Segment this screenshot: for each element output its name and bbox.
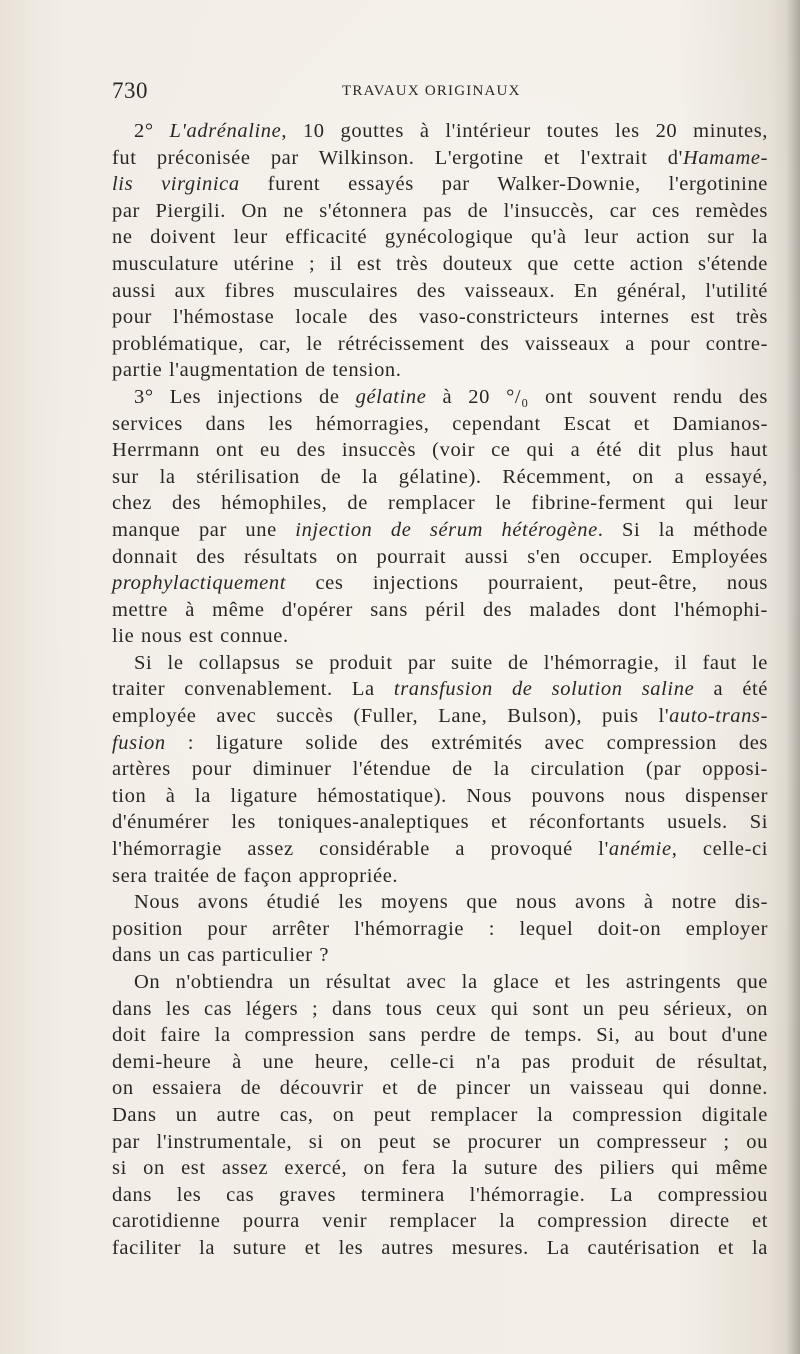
text-run: 2°: [134, 120, 170, 142]
text-line: [112, 357, 768, 384]
text-run: dans un cas particulier ?: [112, 944, 330, 967]
text-run: musculature utérine ; il est très douteux que cette action s'étende: [112, 252, 768, 275]
text-run: carotidienne pourra venir remplacer la compression directe et: [112, 1210, 768, 1233]
text-run: à 20 °/₀ ont souvent rendu des: [426, 385, 768, 408]
text-run: On n'obtiendra un résultat avec la glace et les astringents que: [134, 971, 768, 993]
text-line: [112, 809, 768, 836]
text-run: tion à la ligature hémostatique). Nous pouvons nous dispenser: [112, 784, 768, 807]
page-header: [112, 78, 762, 112]
text-run: faciliter la suture et les autres mesures. La cautérisation et la: [112, 1236, 768, 1259]
text-run: a été: [694, 678, 769, 701]
text-run: : ligature solide des extrémités avec compression des: [165, 731, 768, 754]
text-line: [112, 198, 768, 225]
text-run: Herrmann ont eu des insuccès (voir ce qui a été dit plus haut: [112, 439, 768, 462]
text-run: , 10 gouttes à l'intérieur toutes les 20 minutes,: [281, 120, 768, 142]
text-line: [112, 1208, 768, 1235]
text-run: pour l'hémostase locale des vaso-constricteurs internes est très: [112, 306, 768, 329]
text-line: [112, 623, 768, 650]
text-run: services dans les hémorragies, cependant Escat et Damianos-: [112, 412, 768, 435]
text-run: employée avec succès (Fuller, Lane, Bulson), puis l': [112, 705, 670, 728]
text-line: [112, 517, 768, 544]
text-line: [112, 437, 768, 464]
italic-text: Hamame-: [682, 146, 768, 169]
italic-text: anémie: [608, 838, 672, 861]
text-run: donnait des résultats on pourrait aussi s'en occuper. Employées: [112, 545, 768, 568]
italic-text: L'adrénaline: [169, 120, 282, 142]
text-run: d'énumérer les toniques-analeptiques et réconfortants usuels. Si: [112, 811, 768, 834]
text-line: [112, 703, 768, 730]
text-line: [112, 676, 768, 703]
text-line: [112, 490, 768, 517]
text-line: [112, 1182, 768, 1209]
text-line: [112, 889, 768, 916]
text-line: [112, 1102, 768, 1129]
text-line: [112, 650, 768, 677]
text-run: . Si la méthode: [597, 518, 768, 541]
text-run: chez des hémophiles, de remplacer le fibrine-ferment qui leur: [112, 492, 768, 515]
italic-text: injection de sérum hétérogène: [295, 518, 598, 541]
text-line: [112, 384, 768, 411]
text-line: [112, 304, 768, 331]
text-run: sur la stérilisation de la gélatine). Récemment, on a essayé,: [112, 465, 768, 488]
text-run: furent essayés par Walker-Downie, l'ergotinine: [239, 173, 769, 196]
italic-text: fusion: [112, 731, 166, 754]
text-line: [112, 118, 768, 145]
text-run: Si le collapsus se produit par suite de l'hémorragie, il faut le: [134, 651, 768, 674]
text-line: [112, 1235, 768, 1262]
text-run: mettre à même d'opérer sans péril des malades dont l'hémophi-: [112, 598, 768, 621]
text-run: par Piergili. On ne s'étonnera pas de l'insuccès, car ces remèdes: [112, 199, 768, 222]
text-run: Dans un autre cas, on peut remplacer la compression digitale: [112, 1103, 768, 1126]
text-run: manque par une: [112, 518, 296, 541]
text-run: lie nous est connue.: [112, 625, 289, 648]
running-head: TRAVAUX ORIGINAUX: [342, 83, 521, 99]
text-run: si on est assez exercé, on fera la suture des piliers qui même: [112, 1157, 768, 1180]
text-run: Nous avons étudié les moyens que nous avons à notre dis-: [134, 891, 768, 914]
text-run: on essaiera de découvrir et de pincer un vaisseau qui donne.: [112, 1077, 768, 1100]
italic-text: auto-trans-: [669, 705, 768, 728]
text-run: dans les cas légers ; dans tous ceux qui sont un peu sérieux, on: [112, 997, 768, 1020]
text-line: [112, 411, 768, 438]
text-line: [112, 145, 768, 172]
text-line: [112, 942, 768, 969]
text-run: sera traitée de façon appropriée.: [112, 864, 399, 887]
italic-text: gélatine: [355, 385, 427, 408]
text-line: [112, 1022, 768, 1049]
text-line: [112, 597, 768, 624]
body-text: [112, 118, 768, 1262]
text-line: [112, 278, 768, 305]
text-run: , celle-ci: [671, 838, 768, 861]
page-edge-shadow: [786, 0, 800, 1354]
text-run: problématique, car, le rétrécissement des vaisseaux a pour contre-: [112, 332, 768, 355]
text-line: [112, 224, 768, 251]
text-line: [112, 544, 768, 571]
text-run: traiter convenablement. La: [112, 678, 394, 701]
text-run: 3° Les injections de: [134, 385, 356, 408]
text-run: artères pour diminuer l'étendue de la circulation (par opposi-: [112, 758, 768, 781]
text-line: [112, 1049, 768, 1076]
text-run: aussi aux fibres musculaires des vaisseaux. En général, l'utilité: [112, 279, 768, 302]
text-line: [112, 331, 768, 358]
text-line: [112, 916, 768, 943]
text-run: ne doivent leur efficacité gynécologique qu'à leur action sur la: [112, 226, 768, 249]
text-line: [112, 1155, 768, 1182]
text-line: [112, 756, 768, 783]
page-number: 730: [112, 78, 148, 103]
text-run: partie l'augmentation de tension.: [112, 359, 402, 382]
italic-text: transfusion de solution saline: [393, 678, 695, 701]
text-run: ces injections pourraient, peut-être, nous: [286, 572, 768, 595]
text-run: fut préconisée par Wilkinson. L'ergotine et l'extrait d': [112, 146, 683, 169]
text-line: [112, 836, 768, 863]
text-line: [112, 730, 768, 757]
text-run: position pour arrêter l'hémorragie : lequel doit-on employer: [112, 917, 768, 940]
text-line: [112, 1075, 768, 1102]
italic-text: lis virginica: [112, 173, 240, 196]
text-line: [112, 863, 768, 890]
text-line: [112, 251, 768, 278]
text-run: doit faire la compression sans perdre de temps. Si, au bout d'une: [112, 1024, 768, 1047]
text-line: [112, 996, 768, 1023]
text-line: [112, 570, 768, 597]
text-run: dans les cas graves terminera l'hémorragie. La compressiou: [112, 1183, 768, 1206]
text-line: [112, 969, 768, 996]
text-run: par l'instrumentale, si on peut se procurer un compresseur ; ou: [112, 1130, 768, 1153]
text-line: [112, 1129, 768, 1156]
text-line: [112, 464, 768, 491]
text-line: [112, 783, 768, 810]
text-run: demi-heure à une heure, celle-ci n'a pas produit de résultat,: [112, 1050, 768, 1073]
text-line: [112, 171, 768, 198]
italic-text: prophylactiquement: [112, 572, 286, 595]
text-run: l'hémorragie assez considérable a provoqué l': [112, 838, 609, 861]
